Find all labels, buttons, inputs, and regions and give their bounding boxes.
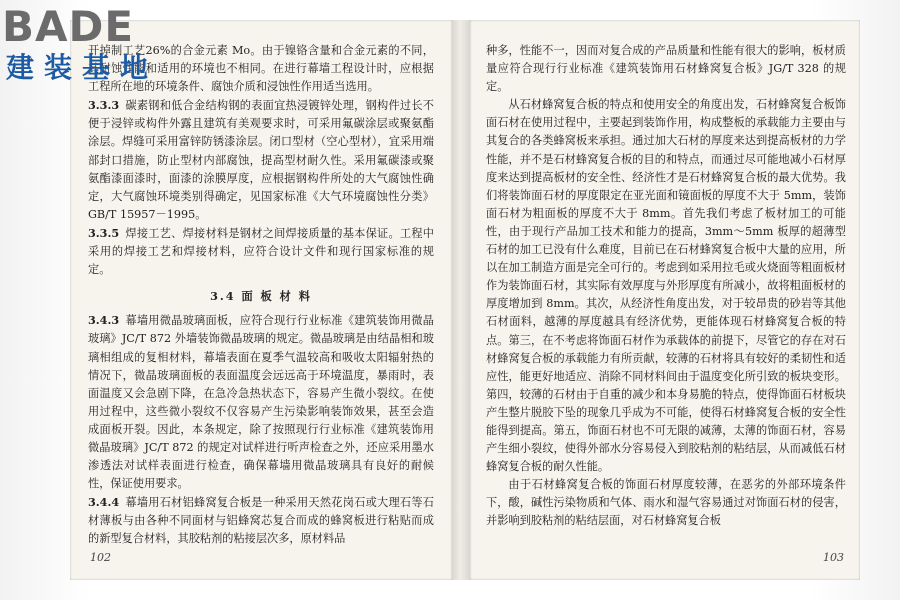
right-page [470, 20, 860, 580]
body-paragraph: 从石材蜂窝复合板的特点和使用安全的角度出发，石材蜂窝复合板饰面石材在使用过程中，主要起到装饰作用，构成整板的承载能力主要由与其复合的各类蜂窝板来承担。通过加大石材的厚度来达到提高板材的力学性能，并不是石材蜂窝复合板的目的和特点，而通过尽可能地减小石材厚度来达到提高板材的安全性、经济性才是石材蜂窝复合板的最大优势。我们将装饰面石材的厚度限定在亚光面和镜面板的厚度不大于 5mm，装饰面石材为粗面板的厚度不大于 8mm。首先我们考虑了板材加工的可能性，由于现行产品加工技术和能力的提高，3mm～5mm 板厚的超薄型石材的加工已没有什么难度，目前已在石材蜂窝复合板中大量的应用，所以在加工制造方面是完全可行的。考虑到如采用拉毛或火烧面等粗面板材作为装饰面石材，其实际有效厚度与外形厚度有所减小，故将粗面板材的厚度增加到 8mm。其次，从经济性角度出发，对于较昂贵的砂岩等其他石材面料，越薄的厚度越具有经济优势，更能体现石材蜂窝复合板的特点。第三，在不考虑将饰面石材作为承载体的前提下，尽管它的存在对石材蜂窝复合板的承载能力有所贡献，较薄的石材将具有较好的柔韧性和适应性，能更好地适应、消除不同材料间由于温度变化所引致的板块变形。第四，较薄的石材由于自重的减少和本身易脆的特点，使得饰面石材板块产生整片脱胶下坠的现象几乎成为不可能，使得石材蜂窝复合板的安全性能得到提高。第五，饰面石材也不可无限的减薄，太薄的饰面石材，容易产生细小裂纹，使得外部水分容易侵入到胶粘剂的粘结层，从而减低石材蜂窝复合板的耐久性能。 [486, 98, 846, 474]
watermark-logo [2, 2, 172, 86]
clause-number: 3.4.3 [88, 313, 120, 328]
left-page [70, 20, 452, 580]
clause-number: 3.4.4 [88, 495, 120, 510]
clause-3-3-5 [88, 224, 434, 279]
continuation-paragraph: 开掉制工艺26%的合金元素 Mo。由于镍铬含量和合金元素的不同，其耐蚀性能和适用的环境也不相同。在进行幕墙工程设计时，应根据工程所在地的环境条件、腐蚀介质和浸蚀性作用适当选用。 [88, 44, 434, 94]
clause-number: 3.3.3 [88, 98, 120, 113]
page-number: 103 [823, 551, 844, 564]
clause-number: 3.3.5 [88, 225, 120, 240]
clause-text: 碳素钢和低合金结构钢的表面宜热浸镀锌处理，钢构件过长不便于浸锌或构件外露且建筑有美观要求时，可采用氟碳涂层或聚氨酯涂层。焊缝可采用富锌防锈漆涂层。闭口型材（空心型材），宜采用端部封口措施，防止型材内部腐蚀，提高型材耐久性。采用氟碳漆或聚氨酯漆面漆时，面漆的涂膜厚度，应根据钢构件所处的大气腐蚀性确定，大气腐蚀环境类别得确定，见国家标准《大气环境腐蚀性分类》GB/T 15957－1995。 [88, 99, 434, 221]
body-paragraph: 由于石材蜂窝复合板的饰面石材厚度较薄，在恶劣的外部环境条件下，酸，碱性污染物质和气体、雨水和湿气容易通过对饰面石材的侵害，并影响到胶粘剂的粘结层面，对石材蜂窝复合板 [486, 478, 846, 528]
left-page-body [88, 42, 434, 549]
clause-3-3-3 [88, 96, 434, 224]
continuation-paragraph: 种多，性能不一，因而对复合成的产品质量和性能有很大的影响，板材质量应符合现行行业标准《建筑装饰用石材蜂窝复合板》JG/T 328 的规定。 [486, 44, 846, 94]
clause-text: 焊接工艺、焊接材料是钢材之间焊接质量的基本保证。工程中采用的焊接工艺和焊接材料，应符合设计文件和现行国家标准的规定。 [88, 226, 434, 277]
right-page-body [486, 42, 846, 531]
clause-text: 幕墙用石材铝蜂窝复合板是一种采用天然花岗石或大理石等石材薄板与由各种不同面材与铝蜂窝芯复合而成的蜂窝板进行粘贴而成的新型复合材料，其胶粘剂的粘接层次多，原材料品 [88, 496, 434, 546]
logo-chinese-text: 建装基地 [6, 51, 159, 84]
clause-3-4-3 [88, 311, 434, 493]
logo-latin-text: BADE [2, 2, 135, 51]
clause-3-4-4 [88, 493, 434, 548]
book-gutter [452, 20, 470, 580]
section-title: 3.4 面 板 材 料 [210, 289, 312, 304]
page-number: 102 [90, 551, 111, 564]
clause-text: 幕墙用微晶玻璃面板，应符合现行行业标准《建筑装饰用微晶玻璃》JC/T 872 外墙装饰微晶玻璃的规定。微晶玻璃是由结晶相和玻璃相组成的复相材料，幕墙表面在夏季气温较高和吸收太阳辐射热的情况下，微晶玻璃面板的表面温度会远远高于环境温度，暴雨时，表面温度又会急剧下降，在急冷急热状态下，容易产生微小裂纹。在使用过程中，这些微小裂纹不仅容易产生污染影响装饰效果，甚至会造成面板开裂。因此，本条规定，除了按照现行行业标准《建筑装饰用微晶玻璃》JC/T 872 的规定对试样进行听声检查之外，还应采用墨水渗透法对试样表面进行检查，确保幕墙用微晶玻璃具有良好的耐候性，保证使用要求。 [88, 314, 434, 491]
